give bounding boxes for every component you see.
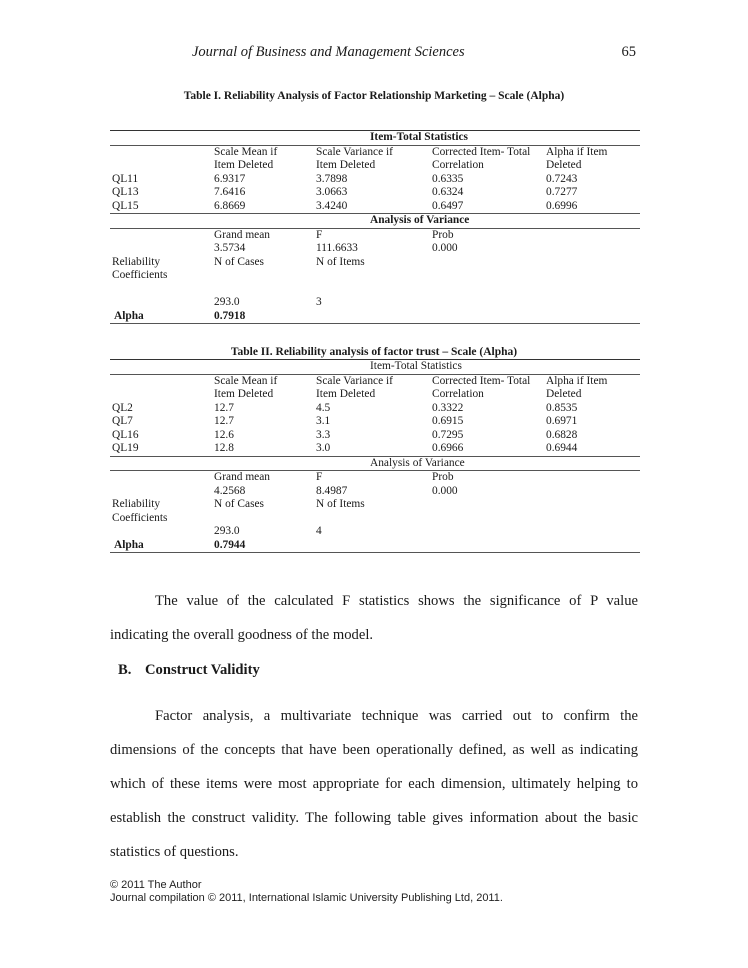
table1-reliability-row: [110, 256, 640, 270]
alpha-value: 0.7944: [212, 539, 314, 553]
coefficients-label: Coefficients: [112, 269, 168, 281]
n-cases-label: N of Cases: [214, 255, 264, 268]
table1-anova-heading-row: [110, 214, 640, 229]
table2-colhead-row2: [110, 388, 640, 402]
table2-anova-heading: Analysis of Variance: [314, 456, 544, 471]
table1-col-scale-mean: Scale Mean if: [212, 145, 314, 159]
row-item: QL2: [112, 401, 133, 414]
table1-col-alpha-if: Alpha if Item: [544, 145, 640, 159]
row-value: 3.4240: [316, 199, 348, 212]
row-value: 0.6944: [546, 442, 578, 454]
n-items-label: N of Items: [316, 498, 365, 510]
table-row: [110, 186, 640, 200]
row-value: 0.6324: [432, 186, 464, 198]
table2-col-sub: Correlation: [432, 388, 484, 400]
row-value: 0.3322: [432, 401, 464, 414]
table2-reliability-row: [110, 498, 640, 512]
table1-alpha-row: [110, 310, 640, 324]
row-value: 6.8669: [214, 199, 246, 212]
table2-title: Table II. Reliability analysis of factor trust – Scale (Alpha): [230, 346, 518, 358]
running-header: [110, 44, 638, 64]
anova-label: Grand mean: [212, 471, 314, 485]
reliability-label: Reliability: [112, 498, 161, 510]
alpha-label: Alpha: [110, 539, 212, 553]
anova-value: 111.6633: [316, 242, 358, 254]
table1-anova-labels: [110, 228, 640, 242]
paragraph-construct-validity: Factor analysis, a multivariate technique was carried out to confirm the dimensions of the concepts that have been operationally defined, as well as indicating which of these items were most appropriate for each dimension, ultimately helping to establish the construct validity. The following table gives information about the basic statistics of questions.: [110, 708, 638, 860]
section-title: Construct Validity: [145, 662, 260, 678]
row-value: 12.7: [214, 401, 234, 414]
reliability-label: Reliability: [112, 255, 161, 268]
row-item: QL7: [112, 415, 133, 427]
table2-anova-labels: [110, 471, 640, 485]
page-footer: [110, 879, 503, 905]
row-item: QL16: [112, 428, 139, 441]
table-row: [110, 442, 640, 456]
table-row: [110, 200, 640, 214]
anova-label: Prob: [430, 228, 544, 242]
row-value: 0.8535: [546, 401, 578, 414]
table1-colhead-row2: [110, 159, 640, 173]
row-value: 3.0: [316, 442, 331, 454]
anova-value: 4.2568: [214, 484, 246, 497]
table2-col-scale-variance: Scale Variance if: [314, 374, 430, 388]
row-value: 0.7277: [546, 186, 578, 198]
table2-anova-values: [110, 485, 640, 499]
table2-col-alpha-if: Alpha if Item: [544, 374, 640, 388]
row-value: 3.7898: [316, 172, 348, 185]
table1-col-sub: Item Deleted: [316, 159, 376, 171]
table1-col-scale-variance: Scale Variance if: [314, 145, 430, 159]
row-value: 0.6966: [432, 442, 464, 454]
row-value: 0.6971: [546, 415, 578, 427]
table1-colhead-row1: [110, 145, 640, 159]
n-cases-label: N of Cases: [214, 498, 264, 510]
row-value: 3.3: [316, 428, 331, 441]
table1-col-sub: Item Deleted: [214, 159, 274, 171]
anova-value: 0.000: [432, 484, 458, 497]
anova-label: F: [314, 228, 430, 242]
table1-title: Table I. Reliability Analysis of Factor Relationship Marketing – Scale (Alpha): [183, 90, 565, 102]
anova-label: Grand mean: [212, 228, 314, 242]
row-value: 4.5: [316, 401, 331, 414]
table1-coefficients-row: [110, 269, 640, 283]
row-value: 0.6497: [432, 199, 464, 212]
table1-item-total-heading: Item-Total Statistics: [314, 131, 544, 146]
table2-coefficients-row: [110, 512, 640, 526]
section-letter: B.: [118, 662, 132, 678]
anova-value: 0.000: [432, 242, 458, 254]
journal-compilation-line: Journal compilation © 2011, International Islamic University Publishing Ltd, 2011.: [110, 892, 503, 904]
row-value: 6.9317: [214, 172, 246, 185]
table2-item-total-heading-row: [110, 360, 640, 375]
table1: [110, 130, 640, 324]
copyright-line: © 2011 The Author: [110, 879, 202, 891]
row-value: 12.8: [214, 442, 234, 454]
table-row: [110, 415, 640, 429]
table2-col-sub: Deleted: [546, 388, 582, 400]
table-row: [110, 429, 640, 443]
table1-item-total-heading-row: [110, 131, 640, 146]
n-cases-value: 293.0: [214, 525, 240, 537]
page-number: 65: [621, 44, 636, 60]
table1-anova-heading: Analysis of Variance: [314, 214, 544, 229]
row-value: 3.0663: [316, 186, 348, 198]
table-row: [110, 402, 640, 416]
table2-col-corrected: Corrected Item- Total: [430, 374, 544, 388]
row-item: QL13: [112, 186, 139, 198]
table2-colhead-row1: [110, 374, 640, 388]
table2-counts-row: [110, 525, 640, 539]
table1-col-sub: Deleted: [546, 159, 582, 171]
anova-value: 3.5734: [214, 242, 246, 254]
row-value: 7.6416: [214, 186, 246, 198]
anova-label: Prob: [430, 471, 544, 485]
n-items-value: 4: [316, 525, 322, 537]
table2-col-sub: Item Deleted: [214, 388, 274, 400]
table2-item-total-heading: Item-Total Statistics: [314, 360, 544, 375]
journal-title: Journal of Business and Management Sciences: [192, 44, 465, 60]
row-value: 0.6335: [432, 172, 464, 185]
table1-col-corrected: Corrected Item- Total: [430, 145, 544, 159]
paragraph-f-statistics: The value of the calculated F statistics shows the significance of P value indicating the overall goodness of the model.: [110, 593, 638, 643]
row-value: 0.6915: [432, 415, 464, 427]
alpha-value: 0.7918: [212, 310, 314, 324]
section-heading: [118, 662, 260, 679]
row-value: 3.1: [316, 415, 331, 427]
row-item: QL19: [112, 442, 139, 454]
row-item: QL15: [112, 199, 139, 212]
table2-col-scale-mean: Scale Mean if: [212, 374, 314, 388]
coefficients-label: Coefficients: [112, 511, 168, 524]
row-value: 0.7295: [432, 428, 464, 441]
row-value: 12.7: [214, 415, 234, 427]
table1-counts-row: [110, 296, 640, 310]
table-row: [110, 173, 640, 187]
table2: [110, 359, 640, 553]
n-items-value: 3: [316, 296, 322, 308]
n-cases-value: 293.0: [214, 296, 240, 308]
row-value: 0.6828: [546, 428, 578, 441]
row-value: 0.7243: [546, 172, 578, 185]
table2-col-sub: Item Deleted: [316, 388, 376, 400]
alpha-label: Alpha: [110, 310, 212, 324]
n-items-label: N of Items: [316, 255, 365, 268]
row-value: 12.6: [214, 428, 234, 441]
anova-label: F: [314, 471, 430, 485]
row-item: QL11: [112, 172, 139, 185]
table1-anova-values: [110, 242, 640, 256]
table1-col-sub: Correlation: [432, 159, 484, 171]
table2-anova-heading-row: [110, 456, 640, 471]
table2-alpha-row: [110, 539, 640, 553]
row-value: 0.6996: [546, 199, 578, 212]
anova-value: 8.4987: [316, 484, 348, 497]
